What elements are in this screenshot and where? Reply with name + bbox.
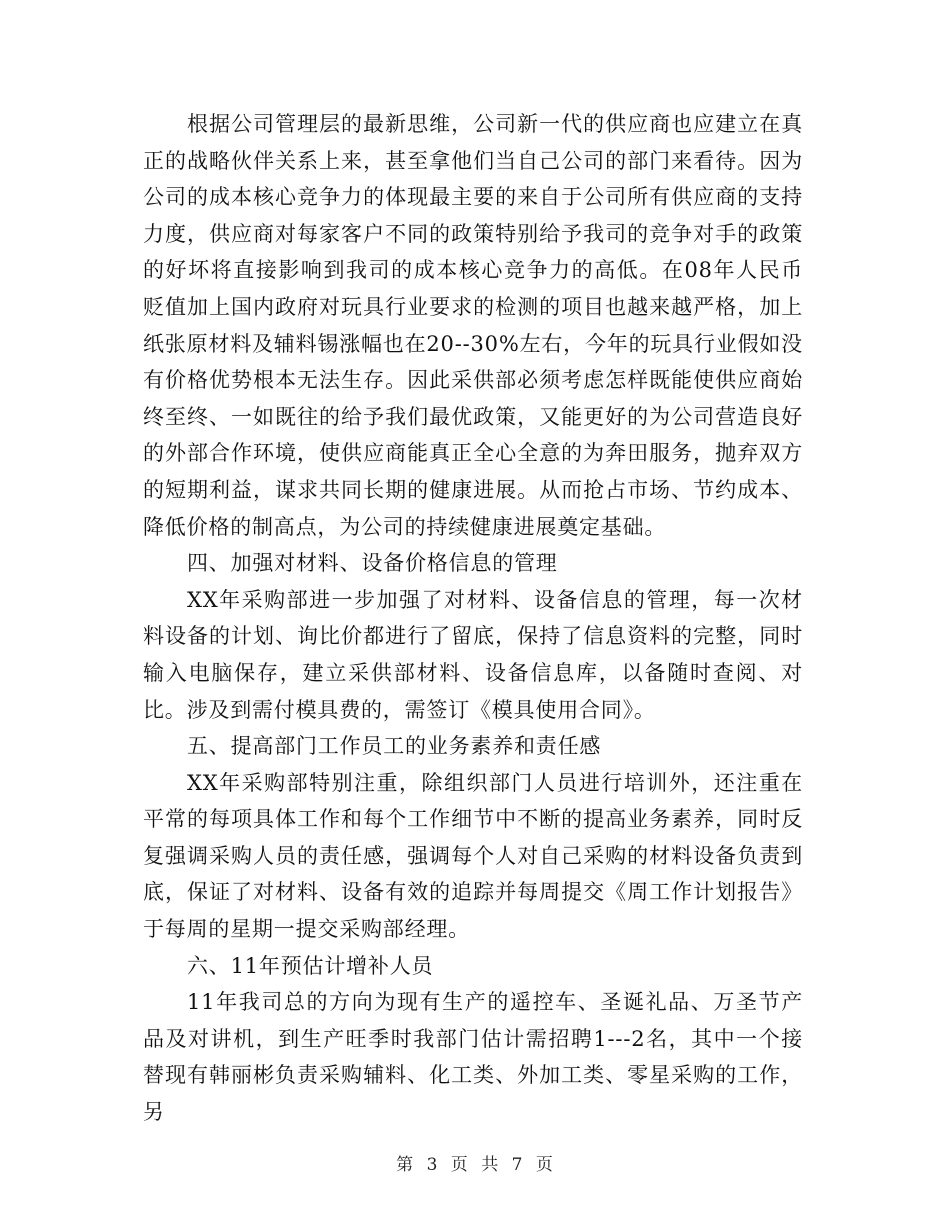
footer-current-page: 3	[426, 1155, 439, 1175]
section-heading-staffing-plan: 六、11年预估计增补人员	[187, 953, 434, 978]
footer-total-prefix: 共	[481, 1155, 500, 1175]
section-heading-staff-quality: 五、提高部门工作员工的业务素养和责任感	[187, 734, 602, 759]
paragraph-staff-quality: XX年采购部特别注重，除组织部门人员进行培训外，还注重在平常的每项具体工作和每个工作细节中不断的提高业务素养，同时反复强调采购人员的责任感，强调每个人对自己采购的材料设备负责到底，保证了对材料、设备有效的追踪并每周提交《周工作计划报告》于每周的星期一提交采购部经理。	[143, 770, 803, 942]
paragraph-price-info: XX年采购部进一步加强了对材料、设备信息的管理，每一次材料设备的计划、询比价都进行了留底，保持了信息资料的完整，同时输入电脑保存，建立采供部材料、设备信息库，以备随时查阅、对比。涉及到需付模具费的，需签订《模具使用合同》。	[143, 587, 803, 722]
footer-prefix: 第	[396, 1155, 415, 1175]
footer-page-unit: 页	[450, 1155, 469, 1175]
paragraph-staffing-plan: 11年我司总的方向为现有生产的遥控车、圣诞礼品、万圣节产品及对讲机，到生产旺季时我部门估计需招聘1---2名，其中一个接替现有韩丽彬负责采购辅料、化工类、外加工类、零星采购的工作，另	[143, 990, 803, 1125]
document-body	[143, 106, 803, 1131]
footer-total-pages: 7	[511, 1155, 524, 1175]
paragraph-supplier-partnership: 根据公司管理层的最新思维，公司新一代的供应商也应建立在真正的战略伙伴关系上来，甚至拿他们当自己公司的部门来看待。因为公司的成本核心竞争力的体现最主要的来自于公司所有供应商的支持力度，供应商对每家客户不同的政策特别给予我司的竞争对手的政策的好坏将直接影响到我司的成本核心竞争力的高低。在08年人民币贬值加上国内政府对玩具行业要求的检测的项目也越来越严格，加上纸张原材料及辅料锡涨幅也在20--30%左右，今年的玩具行业假如没有价格优势根本无法生存。因此采供部必须考虑怎样既能使供应商始终至终、一如既往的给予我们最优政策，又能更好的为公司营造良好的外部合作环境，使供应商能真正全心全意的为奔田服务，抛弃双方的短期利益，谋求共同长期的健康进展。从而抢占市场、节约成本、降低价格的制高点，为公司的持续健康进展奠定基础。	[143, 112, 803, 539]
page-footer	[0, 1150, 950, 1175]
footer-total-unit: 页	[535, 1155, 554, 1175]
section-heading-price-info: 四、加强对材料、设备价格信息的管理	[187, 551, 558, 576]
